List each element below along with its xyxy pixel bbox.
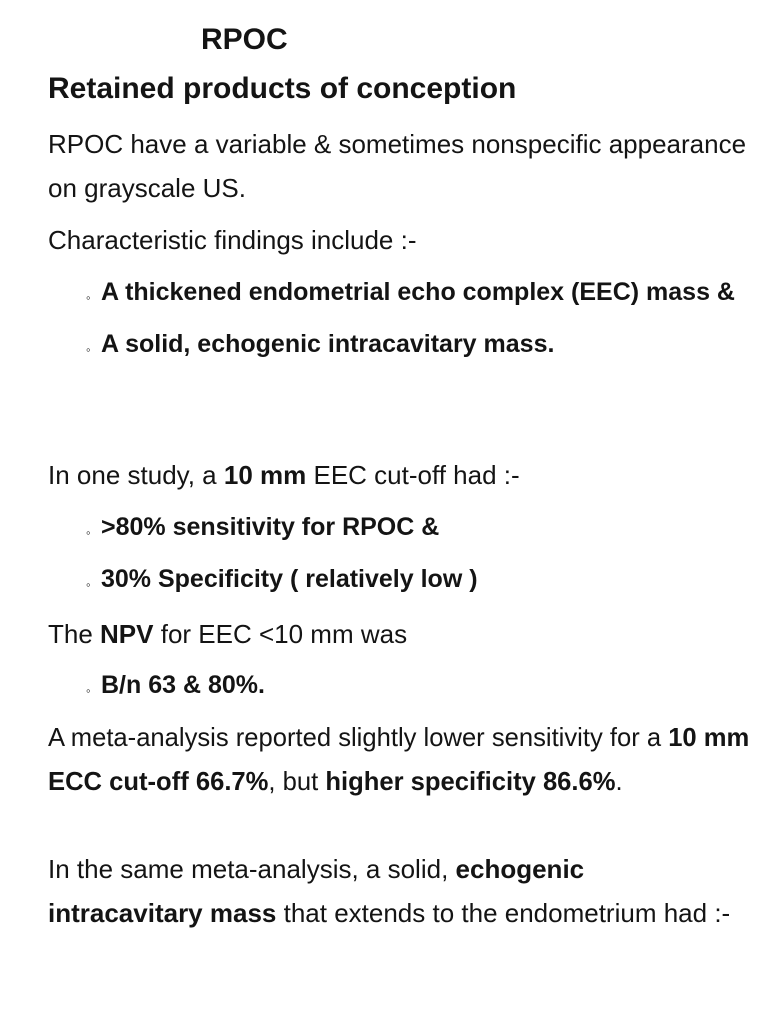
- page-title-abbreviation: RPOC: [201, 23, 288, 56]
- characteristic-bullet-list: [86, 270, 766, 366]
- study-cutoff-value: 10 mm: [223, 460, 307, 490]
- intro-paragraph: RPOC have a variable & sometimes nonspecific appearance on grayscale US.: [48, 129, 747, 203]
- bullet-icon: ◦: [86, 342, 91, 357]
- list-item: [86, 557, 766, 601]
- bullet-icon: ◦: [86, 290, 91, 305]
- bullet-text: A solid, echogenic intracavitary mass.: [101, 330, 555, 358]
- meta2-finding: echogenic intracavitary mass: [48, 854, 585, 928]
- meta-part-1: A meta-analysis reported slightly lower sensitivity for a: [48, 724, 669, 752]
- npv-bullet-list: [86, 663, 766, 707]
- page-title-full: Retained products of conception: [48, 72, 517, 105]
- list-item: [86, 322, 766, 366]
- meta-specificity: higher specificity 86.6%: [325, 768, 616, 796]
- npv-paragraph: [48, 612, 764, 656]
- meta-analysis-paragraph: [48, 716, 768, 804]
- meta2-part-2: that extends to the endometrium had :-: [276, 898, 731, 928]
- bullet-text: A thickened endometrial echo complex (EEC) mass &: [101, 278, 735, 306]
- meta-analysis-followup-paragraph: [48, 847, 738, 935]
- study-bullet-list: [86, 505, 766, 601]
- npv-term: NPV: [100, 619, 154, 649]
- bullet-icon: ◦: [86, 525, 91, 540]
- characteristic-lead: Characteristic findings include :-: [48, 225, 417, 255]
- npv-suffix: for EEC <10 mm was: [153, 619, 408, 649]
- npv-prefix: The: [48, 619, 101, 649]
- bullet-icon: ◦: [86, 683, 91, 698]
- study-prefix: In one study, a: [48, 460, 224, 490]
- bullet-text: 30% Specificity ( relatively low ): [101, 565, 478, 593]
- bullet-text: >80% sensitivity for RPOC &: [101, 513, 440, 541]
- meta-sensitivity: 10 mm ECC cut-off 66.7%: [48, 724, 750, 796]
- meta-part-3: .: [615, 768, 623, 796]
- list-item: [86, 505, 766, 549]
- meta2-part-1: In the same meta-analysis, a solid,: [48, 854, 456, 884]
- study-paragraph: [48, 453, 764, 497]
- bullet-text: B/n 63 & 80%.: [101, 671, 265, 699]
- list-item: [86, 270, 766, 314]
- meta-part-2: , but: [268, 768, 326, 796]
- bullet-icon: ◦: [86, 577, 91, 592]
- list-item: [86, 663, 766, 707]
- study-suffix: EEC cut-off had :-: [306, 460, 520, 490]
